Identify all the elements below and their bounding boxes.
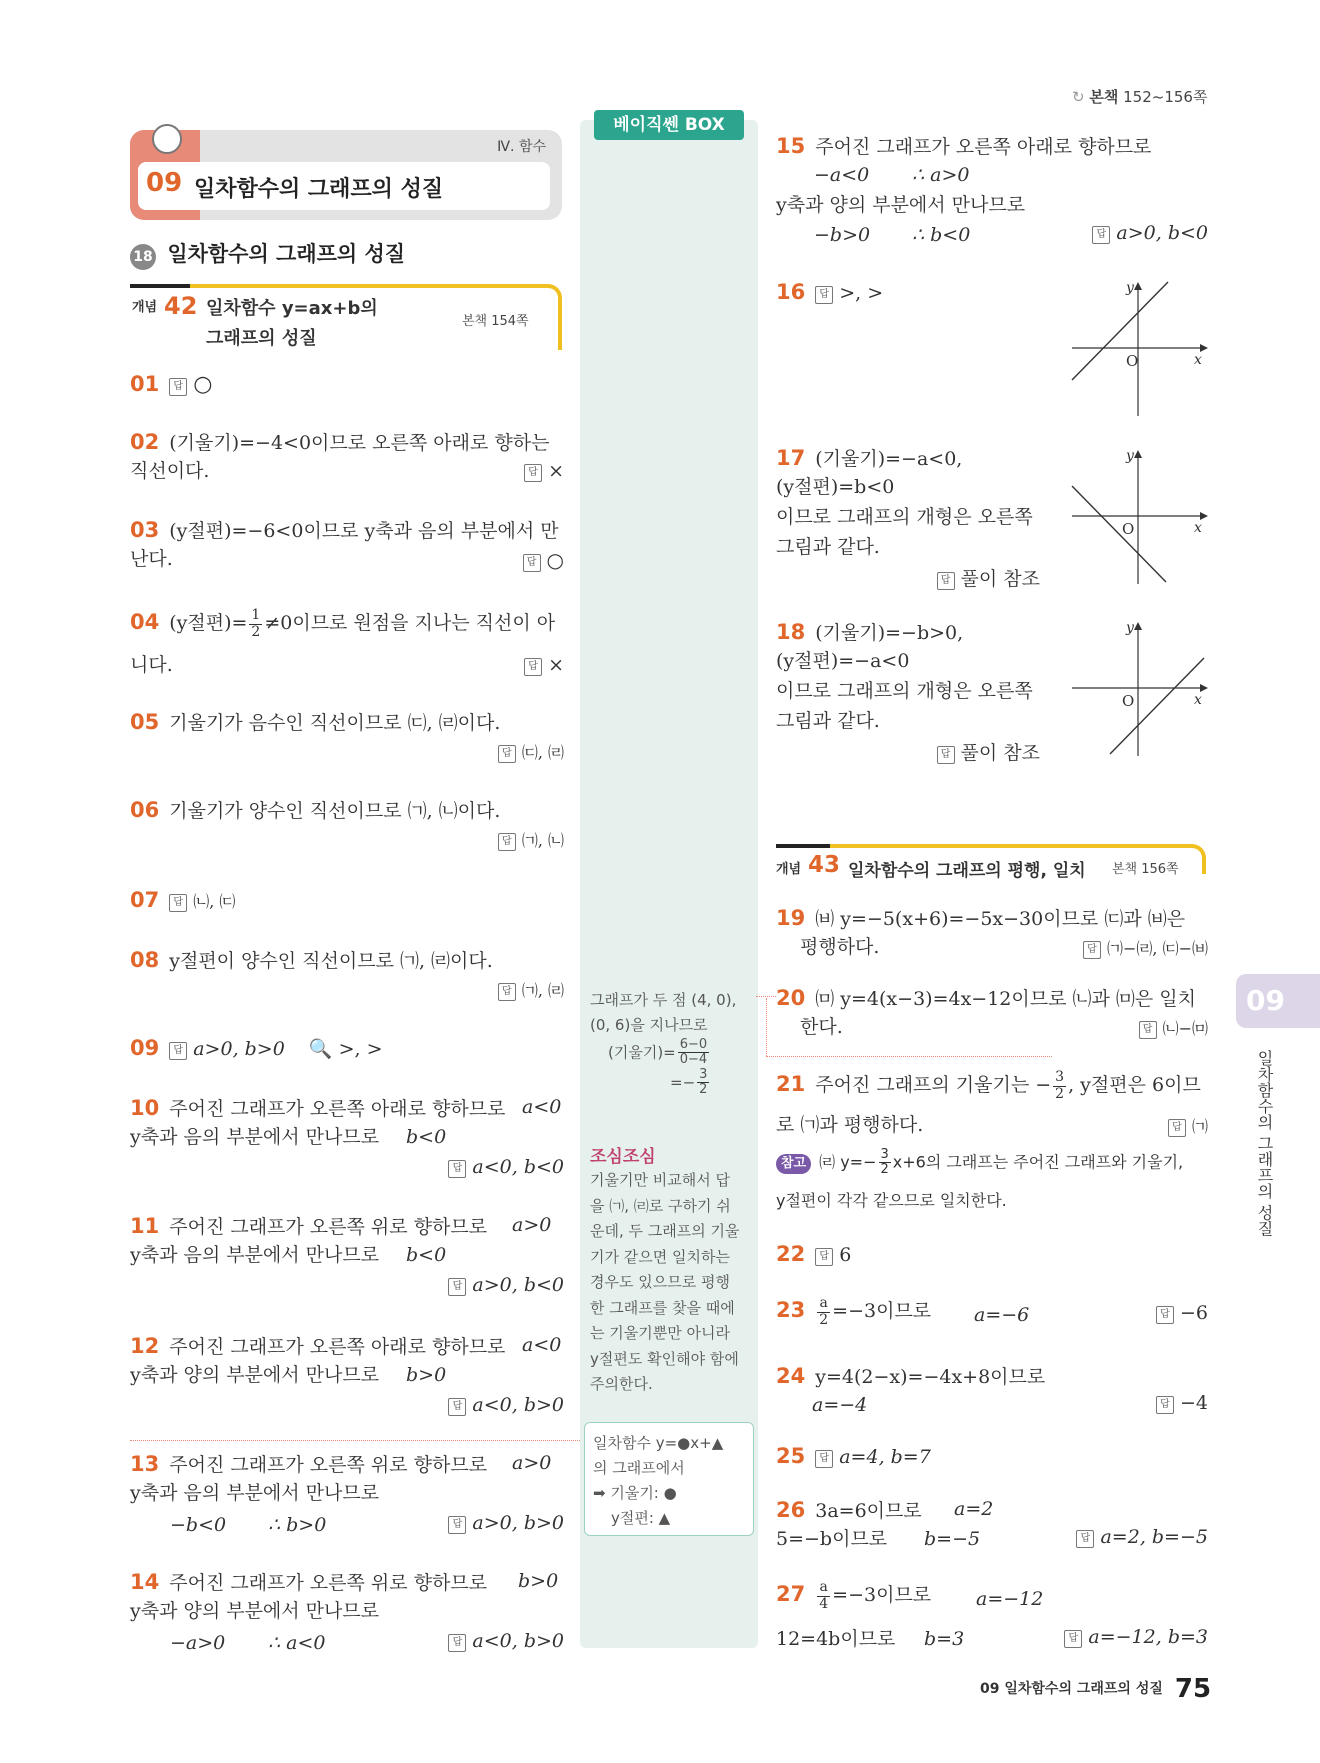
item-15-l4a: −b>0 [814,224,871,246]
item-11-line2: y축과 음의 부분에서 만나므로 [130,1244,380,1266]
item-15-l3: y축과 양의 부분에서 만나므로 [776,194,1026,216]
answer-06: 답 ㈀, ㈁ [498,828,564,851]
item-25: 25 답 a=4, b=7 [776,1444,931,1468]
item-17-l4: 그림과 같다. [776,536,880,558]
item-11-a: a>0 [512,1214,552,1236]
answer-21: 답 ㈀ [1168,1114,1208,1137]
concept-43-box: 개념 43 일차함수의 그래프의 평행, 일치 본책 156쪽 [776,844,1206,880]
item-18-l3: 이므로 그래프의 개형은 오른쪽 [776,680,1033,702]
item-04: 04 (y절편)= $\frac{1}{2}$ ≠0이므로 원점을 지나는 직선이 아 [130,607,556,640]
section-tag: Ⅳ. 함수 [497,139,546,155]
item-15-l4b: ∴ b<0 [912,224,971,246]
concept-title: 일차함수 y=ax+b의 [206,298,378,319]
chapter-number: 09 [146,168,183,198]
answer-14: 답 a<0, b>0 [448,1630,564,1652]
item-14-a: b>0 [518,1570,559,1592]
subsection-badge: 18 [130,244,156,270]
concept-ref: 본책 156쪽 [1112,862,1179,877]
item-24: 24 y=4(2−x)=−4x+8이므로 [776,1364,1046,1388]
side-tab-number: 09 [1246,984,1285,1017]
caution-text: 기울기만 비교해서 답 을 ㈀, ㈃로 구하기 쉬 운데, 두 그래프의 기울 기가 같으면 일치하는 경우도 있으므로 평행 한 그래프를 찾을 때에 는 기울기뿐만 아니라 y절편도 확인해야 함에 주의한다. [590,1171,740,1393]
answer-15: 답 a>0, b<0 [1092,222,1208,244]
concept-42-box: 개념 42 일차함수 y=ax+b의 그래프의 성질 본책 154쪽 [130,284,562,350]
svg-text:x: x [1194,352,1202,368]
answer-10: 답 a<0, b<0 [448,1156,564,1178]
svg-text:O: O [1126,352,1139,370]
magnifier-icon: 🔍 [308,1038,333,1060]
footer-title: 09 일차함수의 그래프의 성질 [980,1681,1163,1697]
mascot-icon [152,124,182,154]
item-15-l2b: ∴ a>0 [912,164,970,186]
answer-18: 답 풀이 참조 [937,738,1040,765]
item-07: 07 답 ㈁, ㈂ [130,888,236,912]
item-22: 22 답 6 [776,1242,852,1266]
dotted-connector [756,996,776,997]
answer-27: 답 a=−12, b=3 [1064,1626,1208,1648]
item-17-l2: (y절편)=b<0 [776,476,895,498]
side-tab[interactable] [1236,974,1320,1028]
svg-text:y: y [1126,280,1134,296]
page-footer [980,1674,1211,1704]
item-27-l2: 12=4b이므로 [776,1628,896,1650]
item-13-a: a>0 [512,1452,552,1474]
item-12-line2: y축과 양의 부분에서 만나므로 [130,1364,380,1386]
item-11: 11 주어진 그래프가 오른쪽 위로 향하므로 [130,1214,488,1238]
item-24-l2: a=−4 [812,1394,868,1416]
answer-26: 답 a=2, b=−5 [1076,1526,1208,1548]
item-26-b: b=−5 [924,1528,981,1550]
answer-04: 답 × [524,654,564,676]
answer-23: 답 −6 [1156,1302,1208,1324]
reference-note-l2: y절편이 각각 같으므로 일치한다. [776,1191,1007,1210]
item-10-b: b<0 [406,1126,447,1148]
answer-03: 답 ○ [523,548,564,572]
page-ref: ↻ 본책 152~156쪽 [1072,88,1208,106]
tip-box: 일차함수 y=●x+▲ 의 그래프에서 ➡ 기울기: ● y절편: ▲ [584,1422,754,1536]
answer-20: 답 ㈁−㈄ [1139,1016,1208,1039]
graph-17 [1070,446,1210,586]
item-27-a: a=−12 [976,1588,1044,1610]
item-13-line2: y축과 음의 부분에서 만나므로 [130,1482,380,1504]
answer-12: 답 a<0, b>0 [448,1394,564,1416]
svg-text:y: y [1126,620,1134,636]
item-26-a: a=2 [954,1498,994,1520]
svg-text:y: y [1126,448,1134,464]
item-18-l2: (y절편)=−a<0 [776,650,910,672]
item-15: 15 주어진 그래프가 오른쪽 아래로 향하므로 [776,134,1152,158]
subsection-heading: 18 일차함수의 그래프의 성질 [130,238,405,270]
item-15-l2a: −a<0 [814,164,870,186]
item-06: 06 기울기가 양수인 직선이므로 ㈀, ㈁이다. [130,798,501,822]
side-tab-title: 일차함수의 그래프의 성질 [1255,1050,1274,1237]
item-27: 27 $\frac{a}{4}$ =−3이므로 [776,1579,932,1612]
svg-text:x: x [1194,520,1202,536]
dotted-connector [766,998,767,1056]
item-12-b: b>0 [406,1364,447,1386]
fraction: $\frac{1}{2}$ [251,607,261,640]
item-26: 26 3a=6이므로 [776,1498,922,1522]
note-tag: 참고 [776,1154,811,1174]
item-12-a: a<0 [522,1334,562,1356]
concept-title: 일차함수의 그래프의 평행, 일치 [848,861,1086,881]
chapter-title: 일차함수의 그래프의 성질 [194,177,444,202]
answer-badge: 답 [169,378,187,396]
answer-24: 답 −4 [1156,1392,1208,1414]
answer-19: 답 ㈀−㈃, ㈂−㈅ [1083,936,1208,959]
answer-11: 답 a>0, b<0 [448,1274,564,1296]
box-note-1: 그래프가 두 점 (4, 0), (0, 6)을 지나므로 (기울기)= $\frac{6-0}{0-4}$ =− $\frac{3}{2}$ [590,991,737,1097]
item-03-line2: 난다. [130,548,173,570]
answer-02: 답 × [524,460,564,482]
dotted-connector [766,1056,1052,1057]
answer-08: 답 ㈀, ㈃ [498,978,564,1001]
concept-number: 42 [164,292,198,320]
item-12: 12 주어진 그래프가 오른쪽 아래로 향하므로 [130,1334,506,1358]
refresh-icon: ↻ [1072,88,1085,106]
item-04-line2: 니다. [130,654,173,676]
item-19-l2: 평행하다. [800,936,880,958]
item-14: 14 주어진 그래프가 오른쪽 위로 향하므로 [130,1570,488,1594]
item-11-b: b<0 [406,1244,447,1266]
item-21: 21 주어진 그래프의 기울기는 − $\frac{3}{2}$ , y절편은 6이므 [776,1069,1201,1102]
item-05: 05 기울기가 음수인 직선이므로 ㈂, ㈃이다. [130,710,501,734]
item-18-l4: 그림과 같다. [776,710,880,732]
item-23: 23 $\frac{a}{2}$ =−3이므로 [776,1295,932,1328]
item-10-a: a<0 [522,1096,562,1118]
item-20-l2: 한다. [800,1016,843,1038]
reference-note: 참고 ㈃ y=− $\frac{3}{2}$ x+6의 그래프는 주어진 그래프와 기울기, [776,1148,1183,1178]
concept-ref: 본책 154쪽 [462,314,529,329]
svg-text:O: O [1122,692,1135,710]
item-13-b: −b<0 [170,1514,227,1536]
item-02-line2: 직선이다. [130,460,210,482]
page-number: 75 [1174,1674,1212,1704]
answer-13: 답 a>0, b>0 [448,1512,564,1534]
caution-title: 조심조심 [590,1147,656,1167]
dotted-connector [130,1440,586,1441]
item-17-l3: 이므로 그래프의 개형은 오른쪽 [776,506,1033,528]
item-17: 17 (기울기)=−a<0, [776,446,963,470]
item-14-b: −a>0 [170,1632,226,1654]
graph-18 [1070,618,1210,758]
svg-text:x: x [1194,692,1202,708]
item-26-l2: 5=−b이므로 [776,1528,888,1550]
item-16: 16 답 >, > [776,280,884,304]
item-13: 13 주어진 그래프가 오른쪽 위로 향하므로 [130,1452,488,1476]
item-10: 10 주어진 그래프가 오른쪽 아래로 향하므로 [130,1096,506,1120]
basic-box-column [580,120,758,1648]
item-14-line2: y축과 양의 부분에서 만나므로 [130,1600,380,1622]
item-09: 09 답 a>0, b>0 🔍 >, > [130,1036,383,1060]
item-19: 19 ㈅ y=−5(x+6)=−5x−30이므로 ㈂과 ㈅은 [776,906,1186,930]
item-18: 18 (기울기)=−b>0, [776,620,964,644]
item-10-line2: y축과 음의 부분에서 만나므로 [130,1126,380,1148]
answer-05: 답 ㈂, ㈃ [498,740,564,763]
item-13-c: ∴ b>0 [268,1514,327,1536]
item-27-b: b=3 [924,1628,965,1650]
chapter-header [130,130,562,220]
item-02: 02 (기울기)=−4<0이므로 오른쪽 아래로 향하는 [130,430,550,454]
concept-number: 43 [808,852,841,878]
item-01: 01 답 ○ [130,372,213,397]
graph-16 [1070,278,1210,418]
item-14-c: ∴ a<0 [268,1632,326,1654]
item-21-l2: 로 ㈀과 평행하다. [776,1114,924,1136]
item-23-a: a=−6 [974,1304,1030,1326]
item-03: 03 (y절편)=−6<0이므로 y축과 음의 부분에서 만 [130,518,559,542]
svg-text:O: O [1122,520,1135,538]
item-20: 20 ㈄ y=4(x−3)=4x−12이므로 ㈁과 ㈄은 일치 [776,986,1196,1010]
item-08: 08 y절편이 양수인 직선이므로 ㈀, ㈃이다. [130,948,493,972]
answer-17: 답 풀이 참조 [937,564,1040,591]
box-title: 베이직쎈 BOX [594,110,744,140]
